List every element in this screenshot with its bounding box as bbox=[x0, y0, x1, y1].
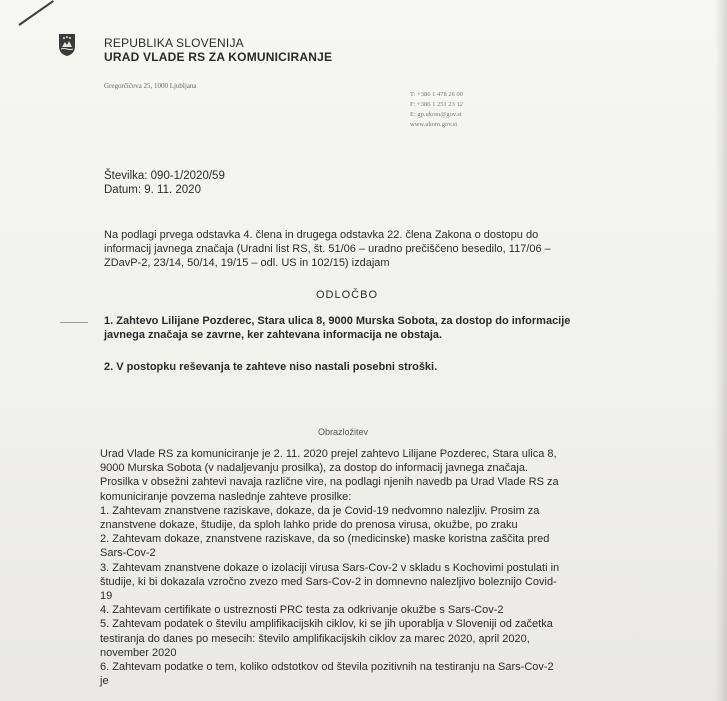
explanation-line: november 2020 bbox=[100, 646, 177, 659]
explanation-line: 6. Zahtevam podatke o tem, koliko odstotkov od števila pozitivnih na testiranju na Sars-Cov-2 bbox=[100, 661, 554, 674]
explanation-line: Urad Vlade RS za komuniciranje je 2. 11. 2020 prejel zahtevo Lilijane Pozderec, Stara ulica 8, bbox=[100, 448, 557, 460]
decision-point-line: javnega značaja se zavrne, ker zahtevana informacija ne obstaja. bbox=[104, 329, 443, 341]
decision-point-line: 1. Zahtevo Lilijane Pozderec, Stara ulica 8, 9000 Murska Sobota, za dostop do informacije bbox=[104, 315, 571, 327]
document-date: Datum: 9. 11. 2020 bbox=[104, 184, 201, 196]
explanation-line: 1. Zahtevam znanstvene raziskave, dokaze, da je Covid-19 nedvomno nalezljiv. Prosim za bbox=[100, 504, 540, 517]
explanation-line: Prosilka v obsežni zahtevi navaja različne vire, na podlagi njenih navedb pa Urad Vlade RS za bbox=[100, 476, 559, 489]
explanation-title: Obrazložitev bbox=[318, 427, 369, 437]
contact-block bbox=[410, 90, 463, 130]
explanation-line: študije, ki bi dokazala vzročno zvezo med Sars-Cov-2 in domnevno nalezljivo boleznijo Covid- bbox=[100, 575, 557, 588]
coat-of-arms-icon bbox=[58, 33, 76, 57]
issuer-heading bbox=[104, 36, 332, 64]
margin-mark bbox=[60, 322, 88, 323]
explanation-line: 19 bbox=[100, 590, 113, 603]
contact-fax: F: +386 1 251 23 12 bbox=[410, 101, 463, 108]
office-name: URAD VLADE RS ZA KOMUNICIRANJE bbox=[104, 50, 333, 64]
contact-web: www.ukom.gov.si bbox=[410, 121, 458, 128]
explanation-line: 4. Zahtevam certifikate o ustreznosti PRC testa za odkrivanje okužbe s Sars-Cov-2 bbox=[100, 604, 504, 617]
pen-stroke-mark bbox=[18, 0, 54, 26]
explanation-line: 3. Zahtevam znanstvene dokaze o izolaciji virusa Sars-Cov-2 v skladu s Kochovimi postulati in bbox=[100, 561, 560, 574]
decision-title: ODLOČBO bbox=[316, 289, 379, 301]
intro-line: informacij javnega značaja (Uradni list RS, št. 51/06 – uradno prečiščeno besedilo, 117/06 – bbox=[104, 243, 551, 255]
document-meta bbox=[104, 169, 225, 197]
explanation-line: je bbox=[100, 675, 109, 688]
explanation-line: znanstvene dokaze, študije, da sploh lahko pride do prenosa virusa, okužbe, po zraku bbox=[100, 519, 518, 532]
intro-line: ZDavP-2, 23/14, 50/14, 19/15 – odl. US in 102/15) izdajam bbox=[104, 257, 390, 269]
explanation-body bbox=[100, 447, 630, 688]
office-address: Gregorčičeva 25, 1000 Ljubljana bbox=[104, 82, 197, 90]
explanation-line: komuniciranje povzema naslednje zahteve prosilke: bbox=[100, 490, 352, 503]
contact-phone: T: +386 1 478 26 00 bbox=[410, 91, 463, 98]
explanation-line: 9000 Murska Sobota (v nadaljevanju prosilka), za dostop do informacij javnega značaja. bbox=[100, 462, 529, 475]
decision-point-1 bbox=[104, 314, 634, 342]
contact-email: E: gp.ukom@gov.si bbox=[410, 111, 462, 118]
intro-line: Na podlagi prvega odstavka 4. člena in drugega odstavka 22. člena Zakona o dostopu do bbox=[104, 229, 539, 241]
explanation-line: testiranja do danes po mesecih: število amplifikacijskih ciklov za marec 2020, april 2020, bbox=[100, 632, 530, 645]
intro-paragraph bbox=[104, 228, 624, 270]
explanation-line: 5. Zahtevam podatek o številu amplifikacijskih ciklov, ki se jih uporablja v Sloveniji od začetka bbox=[100, 618, 553, 631]
republic-name: REPUBLIKA SLOVENIJA bbox=[104, 36, 244, 50]
decision-point-2: 2. V postopku reševanja te zahteve niso nastali posebni stroški. bbox=[104, 361, 438, 373]
explanation-line: Sars-Cov-2 bbox=[100, 547, 156, 560]
explanation-line: 2. Zahtevam dokaze, znanstvene raziskave, da so (medicinske) maske koristna zaščita pred bbox=[100, 533, 550, 546]
document-number: Številka: 090-1/2020/59 bbox=[104, 170, 225, 182]
